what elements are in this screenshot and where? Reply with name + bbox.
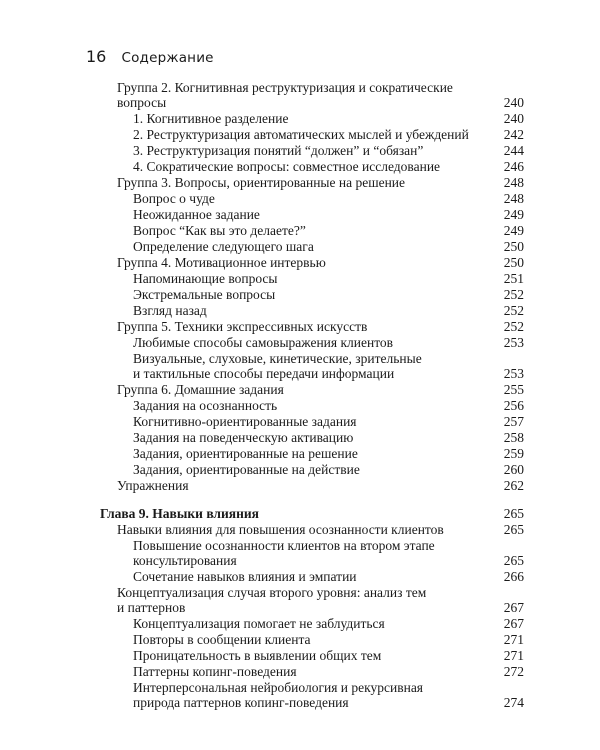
toc-page: 253	[503, 335, 524, 350]
toc-page: 252	[503, 303, 524, 318]
toc-page: 265	[503, 506, 524, 521]
toc-page: 267	[503, 600, 524, 615]
toc-page: 250	[503, 239, 524, 254]
toc-page: 272	[503, 664, 524, 679]
toc-page: 271	[503, 648, 524, 663]
toc-page: 271	[503, 632, 524, 647]
toc-page: 262	[503, 478, 524, 493]
toc-page: 250	[503, 255, 524, 270]
toc-page: 266	[503, 569, 524, 584]
toc-page: 246	[503, 159, 524, 174]
toc-page: 258	[503, 430, 524, 445]
toc-page: 256	[503, 398, 524, 413]
page-number: 16	[86, 47, 107, 66]
toc-page: 248	[503, 175, 524, 190]
toc-page: 251	[503, 271, 524, 286]
toc-page: 249	[503, 223, 524, 238]
toc-page: 267	[503, 616, 524, 631]
toc-page: 259	[503, 446, 524, 461]
toc-page: 249	[503, 207, 524, 222]
toc-page: 242	[503, 127, 524, 142]
toc-page: 248	[503, 191, 524, 206]
running-header	[86, 47, 214, 66]
toc-page: 240	[503, 111, 524, 126]
book-page: 16 Содержание Группа 2. Когнитивная реструктуризация и сократические вопросы 240 1. Когнитивное разделение 240 2. Реструктуризация автоматических мыслей и убеждений 242 3. Реструктуризация понятий “должен” и “обязан” 244 4. Сократические вопросы: совместное исследование 246 Группа 3. Вопросы, ориентированные на решение 248 Вопрос о чуде 248 Неожиданное задание 249 Вопрос “Как вы это делаете?” 249 Определение следующего шага 250 Группа 4. Мотивационное интервью 250 Напоминающие вопросы 251 Экстремальные вопросы 252 Взгляд назад 252 Группа 5. Техники экспрессивных искусств 252 Любимые способы самовыражения клиентов 253 Визуальные, слуховые, кинетические, зрительные и тактильные способы передачи информации 253 Группа 6. Домашние задания 255 Задания на осознанность 256 Когнитивно-ориентированные задания 257 Задания на поведенческую активацию 258 Задания, ориентированные на решение 259 Задания, ориентированные на действие 260 Упражнения 262 Глава 9. Навыки влияния 265 Навыки влияния для повышения осознанности клиентов 265 Повышение осознанности клиентов на втором этапе консультирования 265 Сочетание навыков влияния и эмпатии 266 Концептуализация случая второго уровня: анализ тем и паттернов 267 Концептуализация помогает не заблудиться 267 Повторы в сообщении клиента 271 Проницательность в выявлении общих тем 271 Паттерны копинг-поведения 272 Интерперсональная нейробиология и рекурсивная природа паттернов копинг-поведения 274	[0, 0, 600, 750]
toc-page: 244	[503, 143, 524, 158]
toc-page: 240	[503, 95, 524, 110]
running-title: Содержание	[121, 50, 214, 66]
toc-page: 274	[503, 695, 524, 710]
toc-page: 253	[503, 366, 524, 381]
toc-page: 252	[503, 287, 524, 302]
toc-page: 252	[503, 319, 524, 334]
toc-page: 265	[503, 522, 524, 537]
toc-page: 255	[503, 382, 524, 397]
toc-page: 257	[503, 414, 524, 429]
toc-page: 260	[503, 462, 524, 477]
toc-page: 265	[503, 553, 524, 568]
